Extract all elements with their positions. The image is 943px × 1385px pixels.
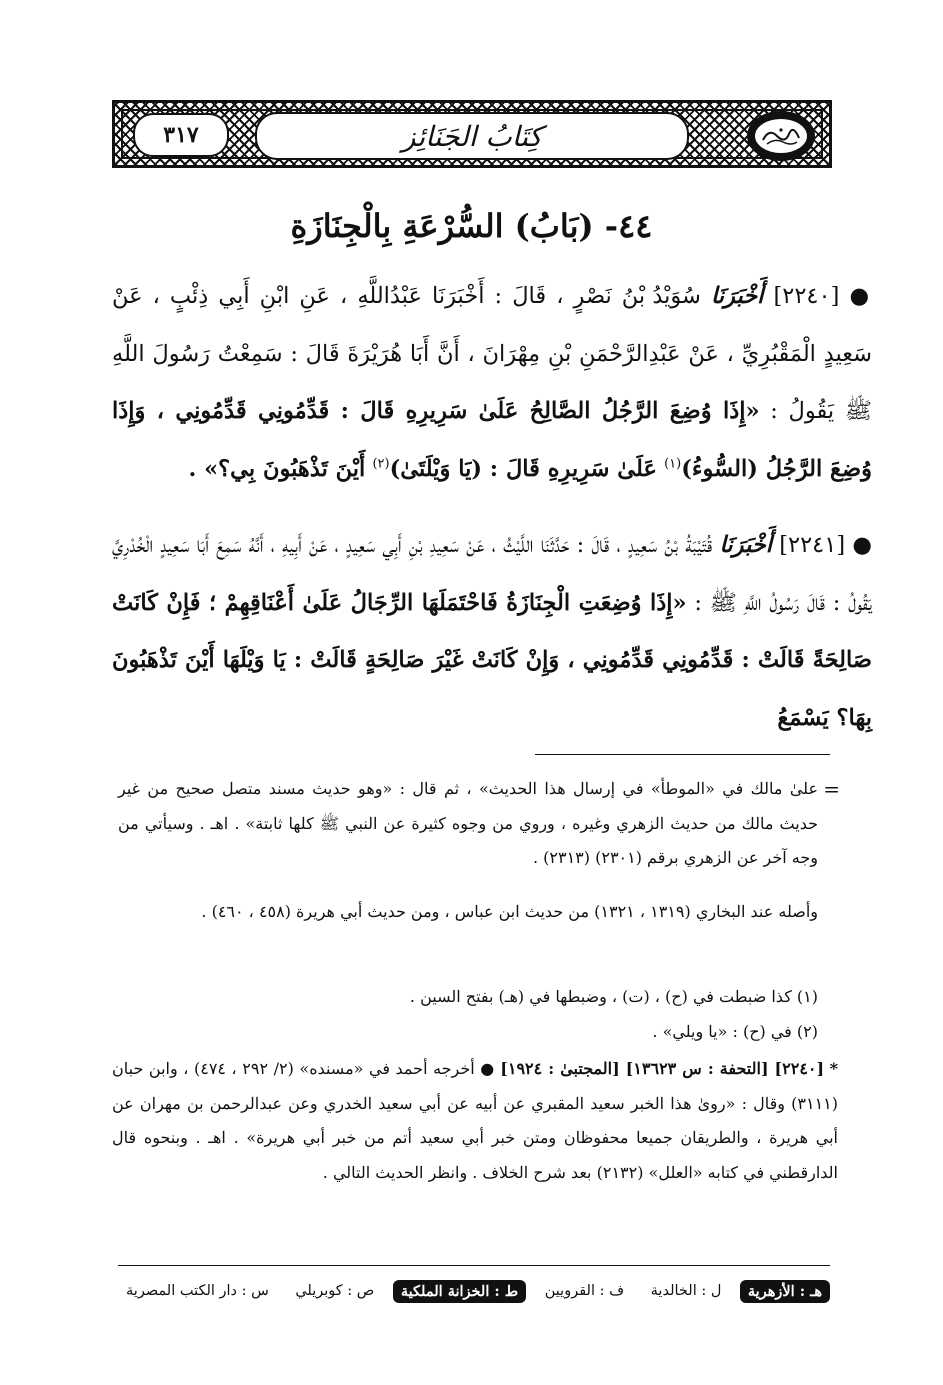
footnote-1: (١) كذا ضبطت في (ح) ، (ت) ، وضبطها في (هـ) بفتح السين . <box>409 987 818 1006</box>
footnote-asl: وأصله عند البخاري (١٣١٩ ، ١٣٢١) من حديث ابن عباس ، ومن حديث أبي هريرة (٤٥٨ ، ٤٦٠) . <box>201 902 818 921</box>
hadith-bullet: ● <box>852 532 873 558</box>
hadith-matn-part-2: عَلَىٰ سَرِيرِهِ قَالَ : (يَا وَيْلَتَىٰ) <box>389 455 657 482</box>
takhrij-bullet: ● <box>480 1059 495 1078</box>
footnote-continuation <box>118 772 840 876</box>
takhrij-marker: * <box>829 1059 839 1078</box>
footnote-ref-2: (٢) <box>372 456 390 471</box>
siglum-item: ل : الخالدية <box>650 1283 722 1299</box>
hadith-number: [٢٢٤٠] <box>773 283 840 309</box>
calligraphy-logo-icon <box>759 124 803 148</box>
book-logo-inner <box>755 119 807 153</box>
book-title: كِتَابُ الجَنَائِز <box>255 112 689 160</box>
takhrij-head: [٢٢٤٠] [التحفة : س ١٣٦٢٣] [المجتبىٰ : ١٩٢٤] <box>500 1059 825 1078</box>
footnote-continuation-text: علىٰ مالك في «الموطأ» في إرسال هذا الحديث» ، ثم قال : «وهو حديث مسند متصل صحيح من غير حديث مالك من حديث الزهري وغيره ، وروي من وجوه كثيرة عن النبي ﷺ كلها ثابتة» . اهـ . وسيأتي من وجه آخر عن الزهري برقم (٢٣٠١) (٢٣١٣) . <box>118 779 818 867</box>
siglum-item: س : دار الكتب المصرية <box>126 1283 269 1299</box>
siglum-item-highlighted: ط : الخزانة الملكية <box>393 1280 526 1303</box>
hadith-matn: «إِذَا وُضِعَتِ الْجِنَازَةُ فَاحْتَمَلَهَا الرِّجَالُ عَلَىٰ أَعْنَاقِهِمْ ؛ فَإِنْ كَانَتْ صَالِحَةً قَالَتْ : قَدِّمُونِي قَدِّمُونِي ، وَإِنْ كَانَتْ غَيْرَ صَالِحَةٍ قَالَتْ : يَا وَيْلَهَا أَيْنَ تَذْهَبُونَ بِهَا؟ يَسْمَعُ <box>112 589 872 731</box>
siglum-item: ص : كوبريلي <box>295 1283 375 1299</box>
footnote-separator <box>535 754 830 755</box>
footnote-2: (٢) في (ح) : «يا ويلي» . <box>652 1022 818 1041</box>
footnote-ref-1: (١) <box>664 456 682 471</box>
hadith-matn-part-3: أَيْنَ تَذْهَبُونَ بِي؟» . <box>188 455 366 482</box>
page-number: ٣١٧ <box>133 113 229 157</box>
chapter-heading: ٤٤- (بَابُ) السُّرْعَةِ بِالْجِنَازَةِ <box>290 207 653 245</box>
takhrij-body: أخرجه أحمد في «مسنده» (٢/ ٢٩٢ ، ٤٧٤) ، وابن حبان (٣١١١) وقال : «روىٰ هذا الخبر سعيد المقبري عن أبيه عن أبي سعيد الخدري وعن عبدالرحمن بن مهران عن أبي هريرة ، والطريقان جميعا محفوظان ومتن خبر أبي سعيد أتم من خبر أبي هريرة» . اهـ . وبنحوه قال الدارقطني في كتابه «العلل» (٢١٣٢) بعد شرح الخلاف . وانظر الحديث التالي . <box>112 1059 839 1182</box>
hadith-matn-part-1: «إِذَا وُضِعَ الرَّجُلُ الصَّالِحُ عَلَىٰ سَرِيرِهِ قَالَ : قَدِّمُونِي قَدِّمُونِي ، وَإِذَا وُضِعَ الرَّجُلُ (السُّوءُ) <box>112 398 872 482</box>
hadith-isnad: سُوَيْدُ بْنُ نَصْرٍ ، قَالَ : أَخْبَرَنَا عَبْدُاللَّهِ ، عَنِ ابْنِ أَبِي ذِئْبٍ ، عَنْ سَعِيدٍ الْمَقْبُرِيِّ ، عَنْ عَبْدِالرَّحْمَنِ بْنِ مِهْرَانَ ، أَنَّ أَبَا هُرَيْرَةَ قَالَ : سَمِعْتُ رَسُولَ اللَّهِ ﷺ يَقُولُ : <box>112 283 872 424</box>
page-header-banner <box>112 100 832 168</box>
hadith-2241 <box>112 517 872 747</box>
hadith-2240 <box>112 268 872 498</box>
hadith-isnad: قُتَيْبَةُ بْنُ سَعِيدٍ ، قَالَ : حَدَّثَنَا اللَّيْثُ ، عَنْ سَعِيدِ بْنِ أَبِي سَعِيدٍ ، عَنْ أَبِيهِ ، أَنَّهُ سَمِعَ أَبَا سَعِيدٍ الْخُدْرِيَّ يَقُولُ : قَالَ رَسُولُ اللَّهِ ﷺ : <box>112 532 872 616</box>
hadith-akhbarana: أَخْبَرَنَا <box>719 532 773 558</box>
book-logo <box>747 111 815 161</box>
manuscript-sigla <box>118 1274 830 1308</box>
hadith-bullet: ● <box>849 283 872 309</box>
siglum-item: ف : القرويين <box>544 1283 625 1299</box>
continuation-marker: = <box>823 777 840 801</box>
hadith-akhbarana: أَخْبَرَنَا <box>710 283 764 309</box>
footnote-takhrij <box>112 1052 838 1190</box>
siglum-item-highlighted: هـ : الأزهرية <box>740 1280 830 1303</box>
sigla-separator <box>118 1265 830 1266</box>
hadith-number: [٢٢٤١] <box>779 532 846 558</box>
